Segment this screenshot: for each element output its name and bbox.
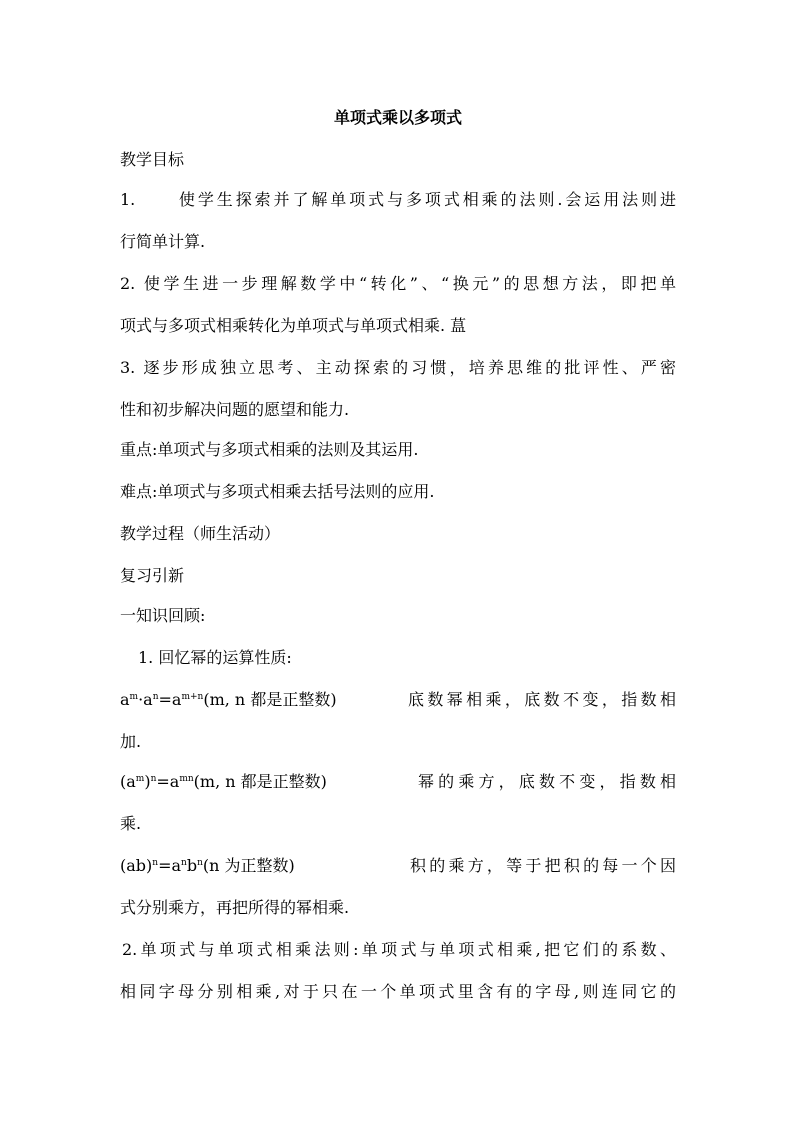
paragraph-line: 行简单计算. — [120, 232, 206, 251]
paragraph-line: 相同字母分别相乘,对于只在一个单项式里含有的字母,则连同它的 — [120, 982, 676, 1001]
document-title: 单项式乘以多项式 — [333, 108, 462, 127]
formula-description: 底数幂相乘，底数不变，指数相 — [408, 690, 676, 709]
paragraph-line — [120, 186, 676, 214]
list-number: 1. — [120, 190, 136, 209]
section-heading-objectives: 教学目标 — [120, 150, 185, 169]
formula-product-of-powers: $a^m\cdot a^n=a^{m+n}(m$, n 都是正整数) — [120, 690, 337, 709]
section-heading-review: 复习引新 — [120, 566, 185, 585]
formula-description: 积的乘方，等于把积的每一个因 — [410, 856, 676, 875]
formula-line — [120, 686, 676, 714]
key-point-line: 重点:单项式与多项式相乘的法则及其运用. — [120, 440, 419, 459]
paragraph-line: 项式与多项式相乘转化为单项式与单项式相乘. 蒀 — [120, 316, 467, 335]
formula-power-of-power: $(a^m)^n=a^{mn}(m$, n 都是正整数) — [120, 772, 327, 791]
section-heading-recall: 一知识回顾: — [120, 606, 206, 625]
paragraph-line: 式分别乘方，再把所得的幂相乘. — [120, 898, 350, 917]
paragraph-line: 加. — [120, 732, 142, 751]
paragraph-line: 3. 逐步形成独立思考、主动探索的习惯，培养思维的批评性、严密 — [120, 358, 676, 377]
paragraph-line: 2.单项式与单项式相乘法则:单项式与单项式相乘,把它们的系数、 — [122, 940, 676, 959]
paragraph-line: 性和初步解决问题的愿望和能力. — [120, 400, 350, 419]
formula-description: 幂的乘方，底数不变，指数相 — [418, 772, 676, 791]
section-heading-process: 教学过程（师生活动） — [120, 524, 281, 543]
paragraph-text: 使学生探索并了解单项式与多项式相乘的法则.会运用法则进 — [176, 190, 676, 209]
list-item: 1. 回忆幂的运算性质: — [138, 648, 292, 667]
formula-line — [120, 852, 676, 880]
formula-power-of-product: $(ab)^n=a^nb^n(n$ 为正整数) — [120, 856, 295, 875]
difficulty-line: 难点:单项式与多项式相乘去括号法则的应用. — [120, 482, 435, 501]
paragraph-line: 2. 使学生进一步理解数学中“转化”、“换元”的思想方法，即把单 — [120, 274, 676, 293]
paragraph-line: 乘. — [120, 814, 142, 833]
formula-line — [120, 768, 676, 796]
